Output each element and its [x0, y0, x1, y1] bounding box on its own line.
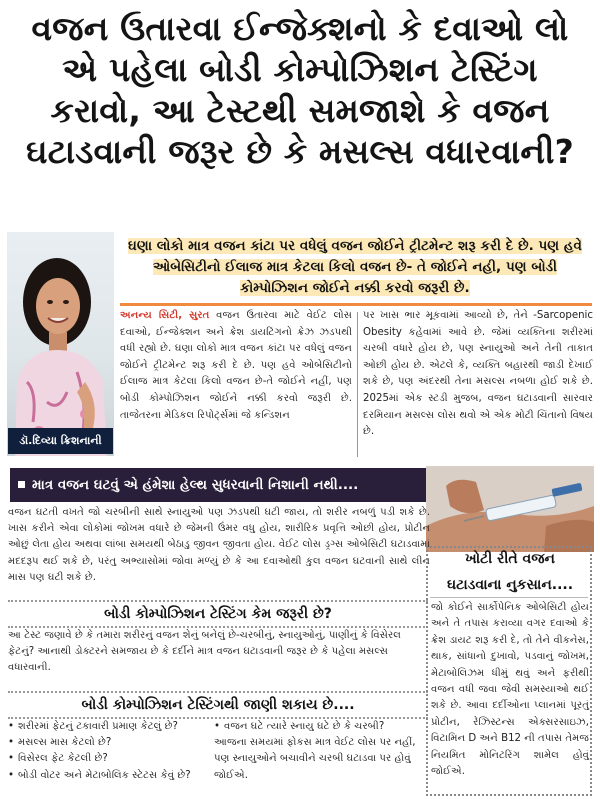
square-bullet-icon — [18, 481, 25, 488]
banner-text: માત્ર વજન ઘટવું એ હંમેશા હેલ્થ સુધરવાની નિશાની નથી.... — [32, 477, 359, 493]
injection-photo — [426, 466, 594, 552]
lead-paragraph — [120, 236, 590, 299]
column-divider — [357, 312, 358, 457]
headline-line-1: વજન ઉતારવા ઈન્જેક્શનો કે દવાઓ લો — [31, 9, 569, 48]
list-item: • વિસેરલ ફેટ કેટલી છે? — [8, 751, 208, 767]
list-item: • મસલ્સ માસ કેટલો છે? — [8, 735, 208, 751]
article-column-1-text: વજન ઉતારવા માટે વેઈટ લોસ દવાઓ, ઈન્જેક્શન અને ક્રેશ ડાયટિંગનો ક્રેઝ ઝડપથી વધી રહ્યો છે. ઘણા લોકો માત્ર વજન કાંટા પર વધેલું વજન જોઈને ટ્રીટમેન્ટ શરૂ કરી દે છે. પણ હવે ઓબેસિટીનો ઈલાજ માત્ર કેટલા કિલો વજન છે-તે જોઈને નહીં, પણ બોડી કોમ્પોઝિશન જોઈને નક્કી કરવો જરૂરી છે. તાજેતરના મેડિકલ રિપોર્ટ્સમાં જે કન્ડિશન — [120, 310, 352, 421]
sidebar-heading — [432, 546, 588, 598]
sidebar-heading-line-2: ઘટાડવાના નુકસાન.... — [446, 577, 574, 593]
list-item: • વજન ઘટે ત્યારે સ્નાયુ ઘટે છે કે ચરબી? — [214, 719, 428, 735]
headline-line-3: કરાવો, આ ટેસ્ટથી સમજાશે કે વજન — [50, 91, 550, 130]
sidebar-divider — [430, 597, 588, 598]
article-column-2 — [363, 308, 593, 441]
sidebar-heading-line-1: ખોટી રીતે વજન — [465, 551, 555, 567]
headline-line-4: ઘટાડવાની જરૂર છે કે મસલ્સ વધારવાની? — [26, 132, 574, 171]
bullet-list-left — [8, 719, 208, 784]
lead-text: ઘણા લોકો માત્ર વજન કાંટા પર વધેલું વજન જોઈને ટ્રીટમેન્ટ શરૂ કરી દે છે. પણ હવે ઓબેસિટીનો ઈલાજ માત્ર કેટલા કિલો વજન છે- તે જોઈને નહી, પણ બોડી કોમ્પોઝિશન જોઈને નક્કી કરવો જરૂરી છે. — [127, 238, 583, 296]
list-item: • શરીરમાં ફેટનું ટકાવારી પ્રમાણ કેટલું છે? — [8, 719, 208, 735]
photo-caption: ડૉ.દિવ્યા ક્રિશનાની — [8, 428, 113, 454]
section3-right-text: આજના સમયમાં ફોકસ માત્ર વેઈટ લોસ પર નહીં, પણ સ્નાયુઓને બચાવીને ચરબી ઘટાડવા પર હોવું જોઈએ. — [214, 737, 416, 781]
sidebar-body: જો કોઈને સાર્કોપેનિક ઓબેસિટી હોય અને તે તપાસ કરાવ્યા વગર દવાઓ કે ક્રેશ ડાયટ શરૂ કરી દે, તો તેને વીકનેસ, થાક, સાંધાનો દુખાવો, પડવાનું જોખમ, મેટાબોલિઝમ ધીમું થવું અને ફરીથી વજન વધી જવા જેવી સમસ્યાઓ થઈ શકે છે. આવા દર્દીઓના પ્લાનમાં પૂરતું પ્રોટીન, રેઝિસ્ટન્સ એક્સરસાઇઝ, વિટામિન D અને B12 ની તપાસ તેમજ નિયમિત મોનિટરિંગ શામેલ હોવું જોઈએ. — [431, 602, 589, 778]
bullet-list-right — [214, 719, 428, 784]
accent-rule — [120, 303, 592, 306]
article-column-2-text: પર ખાસ ભાર મૂકવામાં આવ્યો છે, તેને -Sarcopenic Obesity કહેવામાં આવે છે. જેમાં વ્યક્તિના શરીરમાં ચરબી વધારે હોય છે, પણ સ્નાયુઓ અને તેની તાકાત ઓછી હોય છે. એટલે કે, વ્યક્તિ બહારથી જાડી દેખાઈ શકે છે, પણ અંદરથી તેના મસલ્સ નબળા હોઈ શકે છે. 2025માં એક સ્ટડી મુજબ, વજન ઘટાડવાની સારવાર દરમિયાન મસલ્સ લોસ થવો એ એક મોટી ચિંતાનો વિષય છે. — [363, 310, 593, 438]
doctor-portrait-illustration — [7, 232, 114, 456]
byline: અનન્ય સિટી, સુરત — [120, 310, 210, 321]
section-banner — [10, 468, 428, 502]
section2-body: આ ટેસ્ટ જણાવે છે કે તમારા શરીરનું વજન શેનું બનેલું છે-ચરબીનું, સ્નાયુઓનું, પાણીનું કે વિસેરલ ફેટનું? આનાથી ડોક્ટરને સમજાય છે કે દર્દીને માત્ર વજન ઘટાડવાની જરૂર છે કે પહેલા મસલ્સ વધારવાની. — [8, 630, 401, 674]
headline-line-2: એ પહેલા બોડી કોમ્પોઝિશન ટેસ્ટિંગ — [62, 50, 538, 89]
syringe-illustration — [426, 466, 594, 552]
section3-heading: બોડી કોમ્પોઝિશન ટેસ્ટિંગથી જાણી શકાય છે.... — [8, 691, 428, 719]
article-column-1 — [120, 308, 352, 424]
doctor-photo — [7, 232, 114, 456]
headline — [8, 8, 592, 172]
list-item: • બોડી વોટર અને મેટાબોલિક સ્ટેટસ કેવું છે? — [8, 768, 208, 784]
section1-body: વજન ઘટતી વખતે જો ચરબીની સાથે સ્નાયુઓ પણ ઝડપથી ઘટી જાય, તો શરીર નબળું પડી શકે છે. ખાસ કરીને એવા લોકોમાં જોખમ વધારે છે જેમની ઉંમર વધુ હોય, શારીરિક પ્રવૃત્તિ ઓછી હોય, પ્રોટીન ઓછું લેતા હોય અથવા લાંબા સમયથી બેઠાડુ જીવન જીવતા હોય. વેઈટ લોસ ડ્રગ્સ ઓબેસિટી ઘટાડવામાં મદદરૂપ થઈ શકે છે, પરંતુ અભ્યાસોમાં જોવા મળ્યું છે કે આ દવાઓથી કુલ વજન ઘટવાની સાથે લીન માસ પણ ઘટી શકે છે. — [8, 507, 430, 583]
section2-heading: બોડી કોમ્પોઝિશન ટેસ્ટિંગ કેમ જરૂરી છે? — [8, 600, 428, 628]
